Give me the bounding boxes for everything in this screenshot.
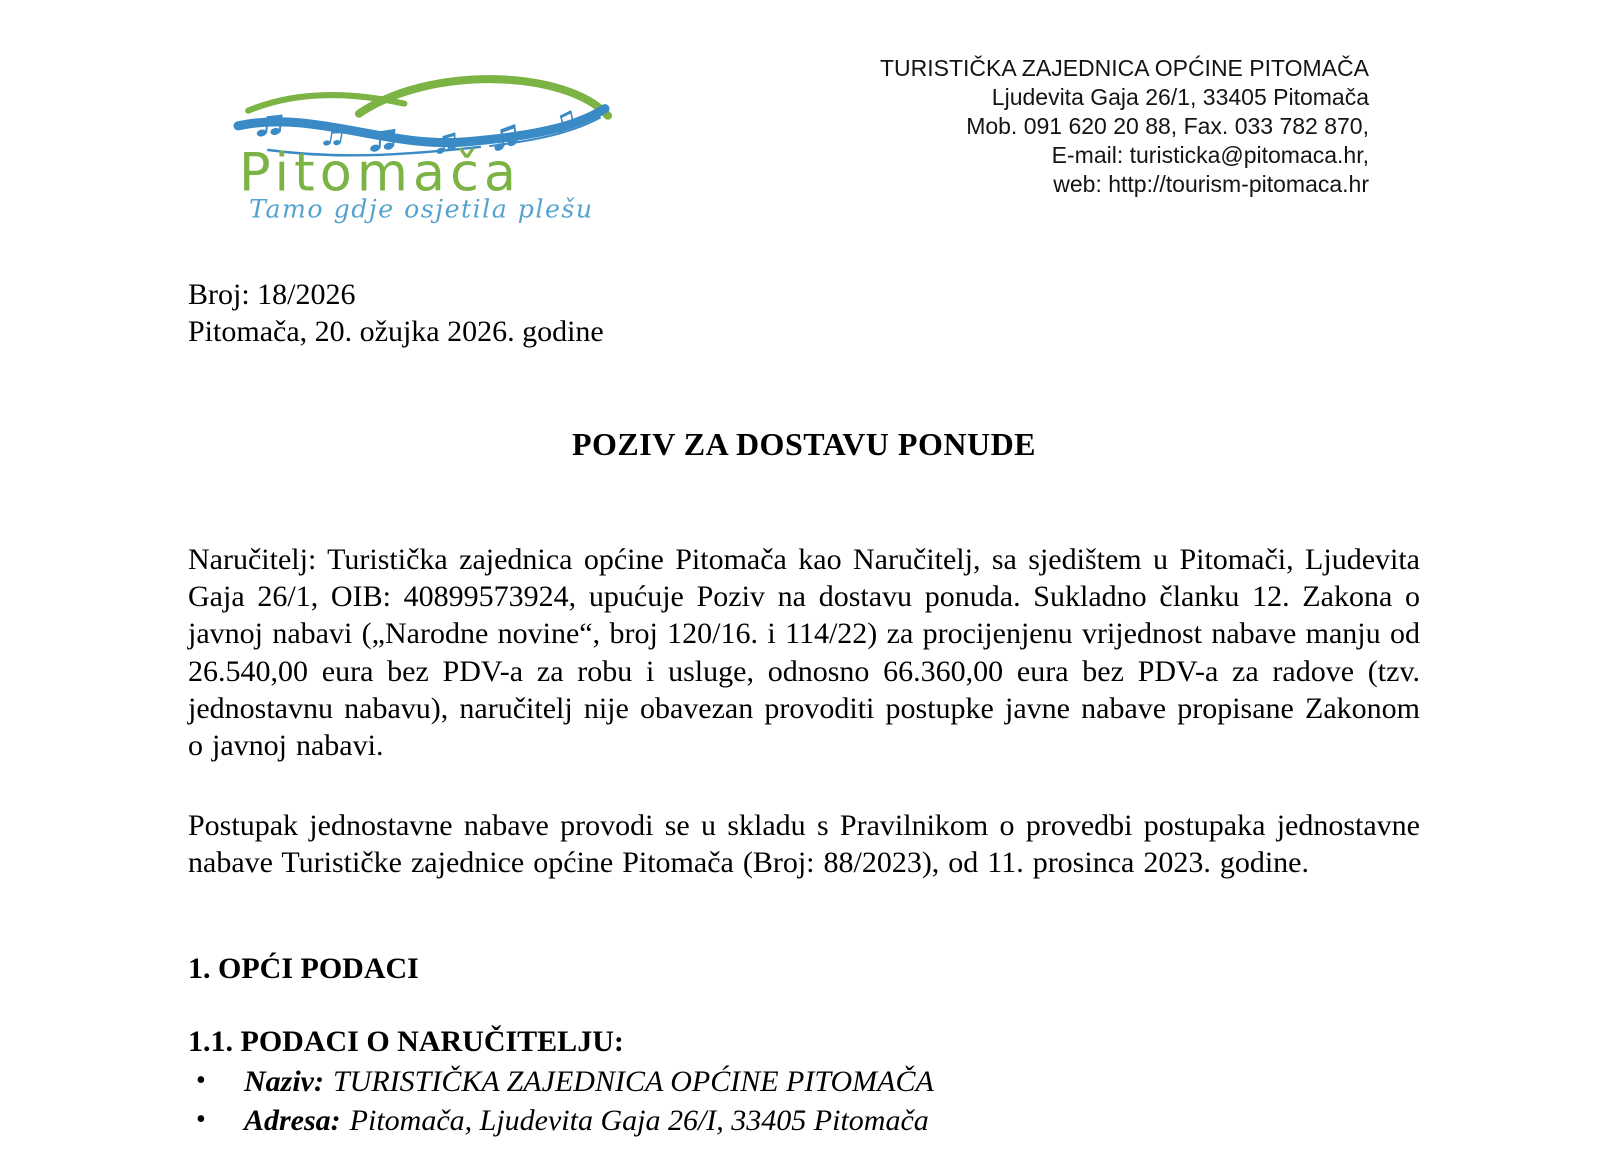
document-number: Broj: 18/2026 — [188, 278, 356, 311]
pitomaca-logo-graphic — [233, 78, 611, 222]
pitomaca-logo — [233, 78, 611, 222]
list-item-label: Adresa: — [244, 1104, 341, 1137]
letterhead-contact-block — [880, 54, 1369, 199]
document-place-date: Pitomača, 20. ožujka 2026. godine — [188, 315, 604, 348]
list-item-value: Pitomača, Ljudevita Gaja 26/I, 33405 Pitomača — [349, 1104, 929, 1137]
buyer-details-list — [188, 1062, 1420, 1140]
bullet-icon: • — [196, 1065, 206, 1096]
paragraph-procedure: Postupak jednostavne nabave provodi se u skladu s Pravilnikom o provedbi postupaka jednostavne nabave Turističke zajednice općine Pitomača (Broj: 88/2023), od 11. prosinca 2023. godine. — [188, 809, 1420, 880]
org-phone-fax: Mob. 091 620 20 88, Fax. 033 782 870, — [966, 113, 1369, 139]
org-website: web: http://tourism-pitomaca.hr — [1053, 171, 1369, 197]
org-name: TURISTIČKA ZAJEDNICA OPĆINE PITOMAČA — [879, 55, 1369, 81]
bullet-icon: • — [196, 1104, 206, 1135]
logo-hill-large — [359, 79, 608, 116]
org-email: E-mail: turisticka@pitomaca.hr, — [1051, 142, 1369, 168]
paragraph-intro: Naručitelj: Turistička zajednica općine Pitomača kao Naručitelj, sa sjedištem u Pitomači, Ljudevita Gaja 26/1, OIB: 40899573924, upućuje Poziv na dostavu ponuda. Sukladno članku 12. Zakona o javnoj nabavi („Narodne novine“, broj 120/16. i 114/22) za procijenjenu vrijednost nabave manju od 26.540,00 eura bez PDV-a za robu i usluge, odnosno 66.360,00 eura bez PDV-a za radove (tzv. jednostavnu nabavu), naručitelj nije obavezan provoditi postupke javne nabave propisane Zakonom o javnoj nabavi. — [188, 543, 1420, 763]
list-item-adresa — [188, 1101, 1420, 1140]
list-item-naziv — [188, 1062, 1420, 1101]
logo-tagline: Tamo gdje osjetila plešu — [249, 194, 594, 224]
document-meta — [188, 276, 1420, 350]
document-title: POZIV ZA DOSTAVU PONUDE — [571, 426, 1037, 462]
list-item-value: TURISTIČKA ZAJEDNICA OPĆINE PITOMAČA — [332, 1065, 934, 1098]
org-address: Ljudevita Gaja 26/1, 33405 Pitomača — [991, 84, 1369, 110]
logo-wave — [238, 109, 605, 143]
section-heading-podaci-o-narucitelju: 1.1. PODACI O NARUČITELJU: — [188, 1025, 624, 1058]
section-heading-opci-podaci: 1. OPĆI PODACI — [188, 952, 419, 985]
logo-wordmark: Pitomača — [239, 142, 522, 204]
list-item-label: Naziv: — [244, 1065, 324, 1098]
